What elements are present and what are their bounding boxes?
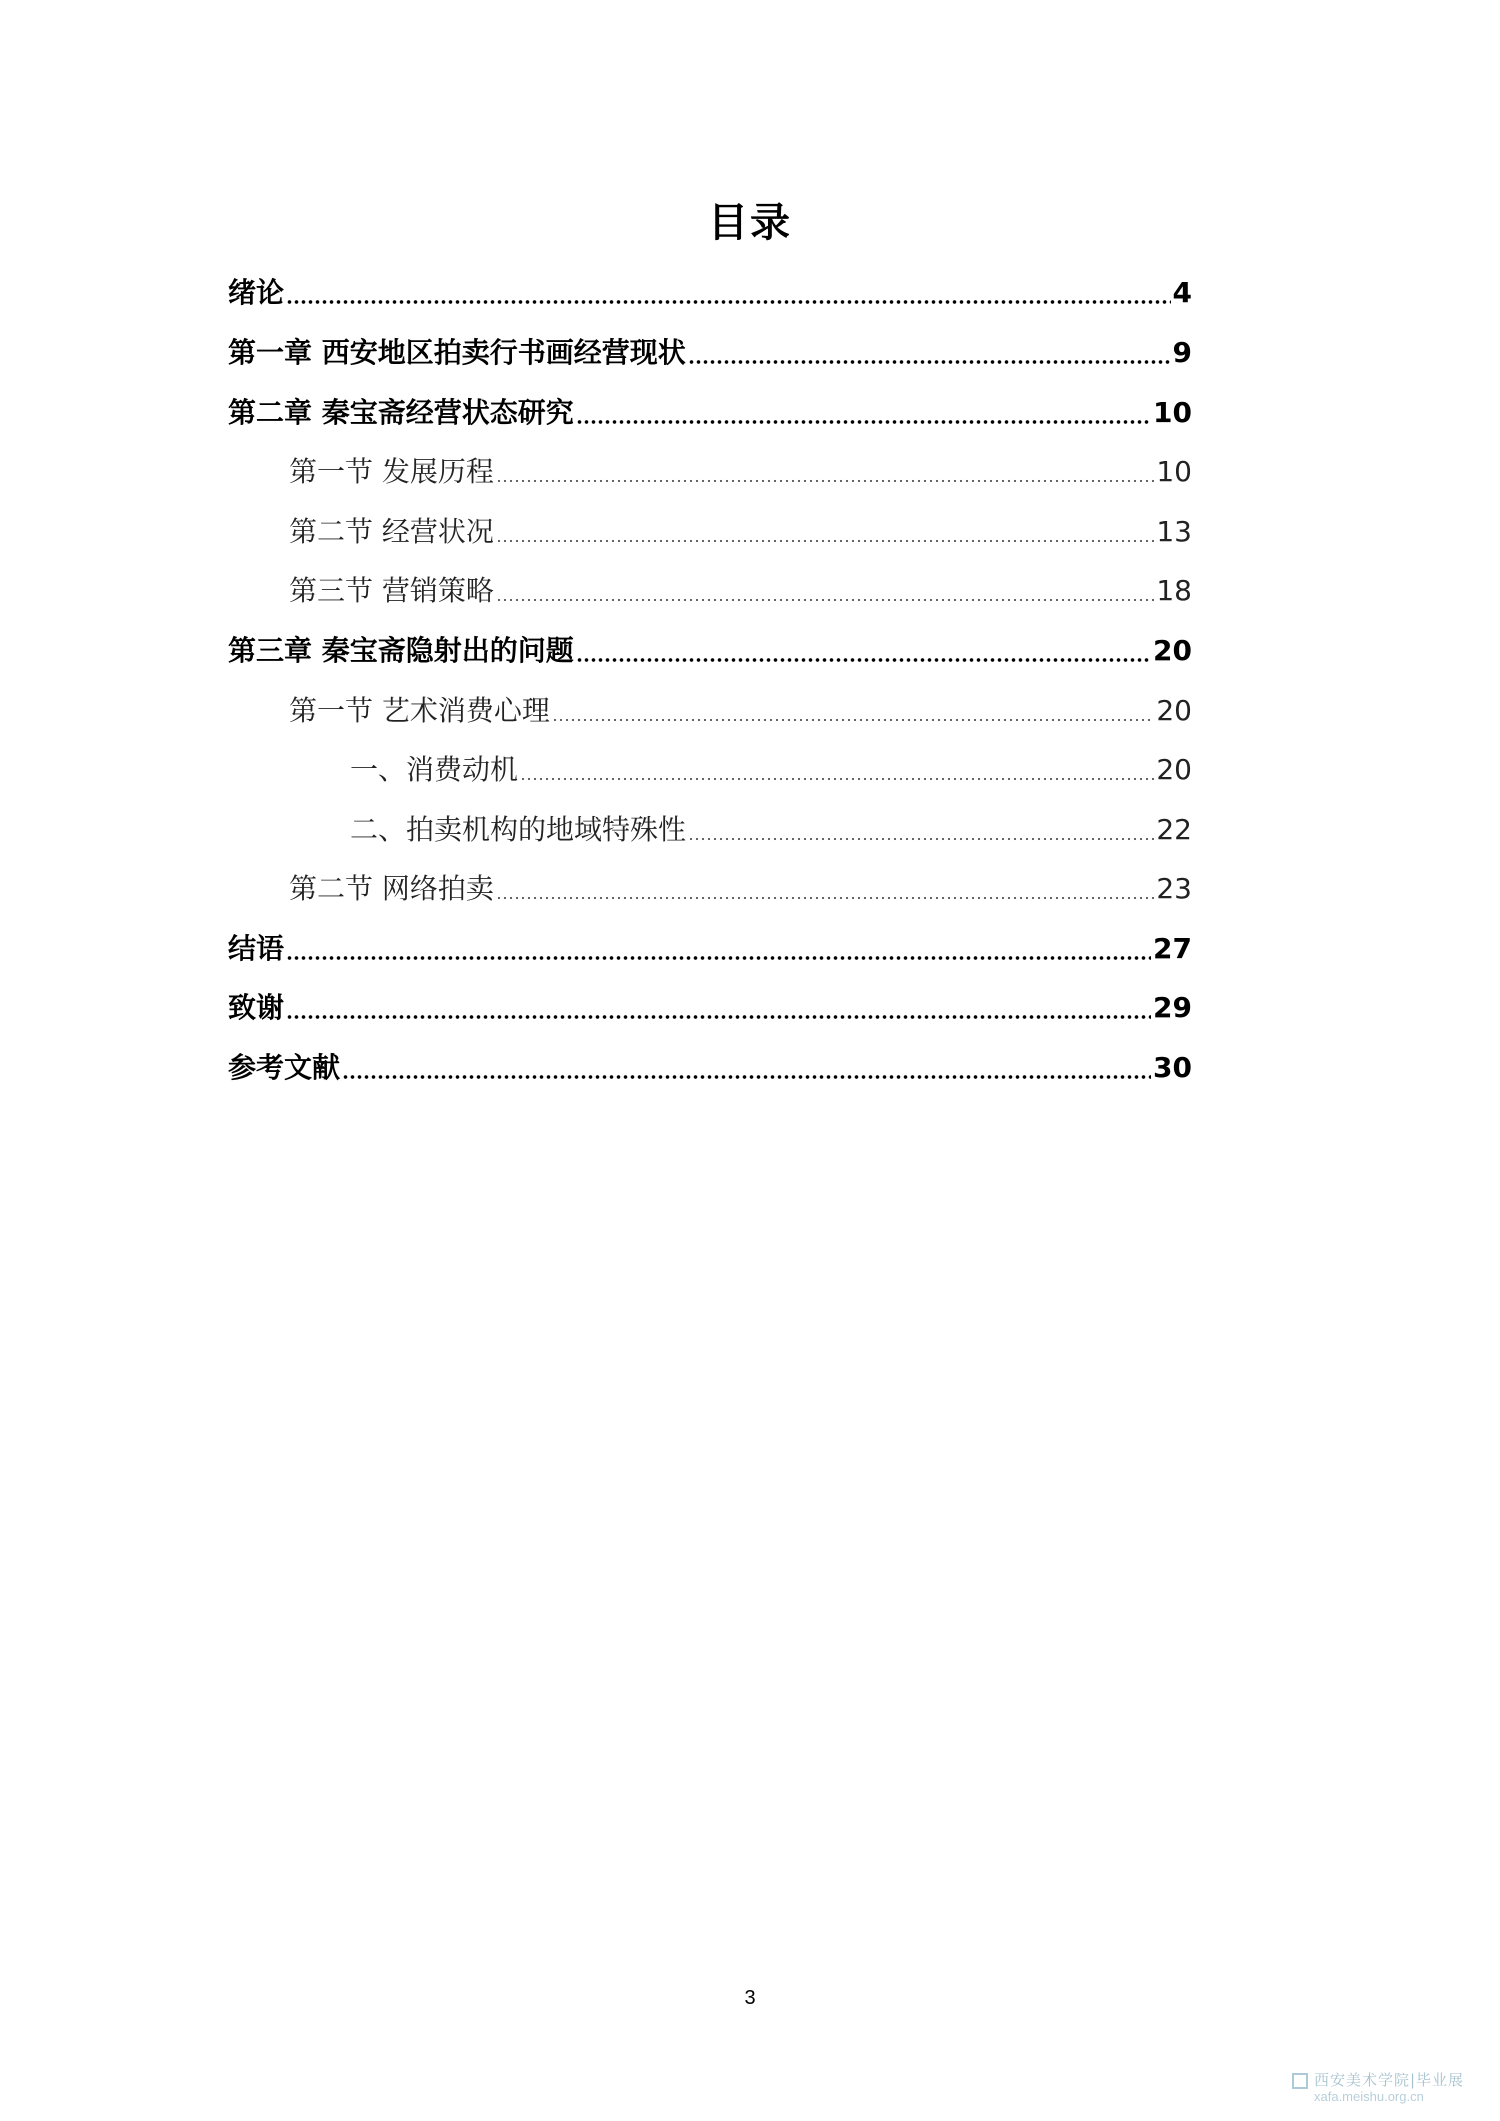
dot-leader: [286, 299, 1171, 305]
dot-leader: [688, 359, 1171, 365]
toc-title: 目录: [708, 200, 792, 246]
toc-entry-label: 二、拍卖机构的地域特殊性: [350, 813, 687, 846]
toc-entry-label: 第三节 营销策略: [289, 574, 494, 607]
toc-entry-label: 参考文献: [228, 1051, 341, 1084]
toc-entry-introduction[interactable]: [228, 271, 1192, 315]
toc-entry-chapter-2-section-1[interactable]: [289, 450, 1192, 494]
toc-entry-references[interactable]: [228, 1046, 1192, 1090]
toc-entry-acknowledgements[interactable]: [228, 986, 1192, 1030]
toc-entry-chapter-3[interactable]: [228, 629, 1192, 673]
toc-entry-chapter-3-section-1-item-1[interactable]: [350, 748, 1192, 792]
watermark-logo-icon: [1292, 2073, 1308, 2089]
toc-entry-chapter-2[interactable]: [228, 391, 1192, 435]
toc-entry-label: 致谢: [228, 991, 285, 1024]
toc-entry-label: 第一章 西安地区拍卖行书画经营现状: [228, 336, 686, 369]
toc-entry-label: 第一节 发展历程: [289, 455, 494, 488]
dot-leader: [576, 657, 1151, 663]
toc-entry-page: 20: [1153, 634, 1192, 667]
toc-entry-label: 一、消费动机: [350, 753, 519, 786]
toc-entry-page: 18: [1156, 574, 1192, 607]
toc-entry-label: 第二章 秦宝斋经营状态研究: [228, 396, 574, 429]
dot-leader: [496, 895, 1154, 901]
watermark: [1292, 2069, 1482, 2107]
toc-entry-page: 30: [1153, 1051, 1192, 1084]
dot-leader: [688, 836, 1154, 842]
toc-entry-page: 10: [1153, 396, 1192, 429]
toc-entry-label: 第二节 网络拍卖: [289, 872, 494, 905]
toc-entry-label: 第三章 秦宝斋隐射出的问题: [228, 634, 574, 667]
page-number: 3: [744, 1987, 756, 2009]
toc-entry-page: 9: [1172, 336, 1192, 369]
toc-entry-conclusion[interactable]: [228, 927, 1192, 971]
toc-entry-chapter-2-section-3[interactable]: [289, 569, 1192, 613]
dot-leader: [520, 776, 1154, 782]
dot-leader: [286, 1014, 1151, 1020]
toc-entry-page: 13: [1156, 515, 1192, 548]
toc-entry-chapter-3-section-1-item-2[interactable]: [350, 808, 1192, 852]
dot-leader: [286, 955, 1151, 961]
watermark-line-2: xafa.meishu.org.cn: [1314, 2089, 1424, 2104]
toc-entry-chapter-3-section-2[interactable]: [289, 867, 1192, 911]
toc-entry-page: 10: [1156, 455, 1192, 488]
watermark-line-1: 西安美术学院|毕业展: [1314, 2071, 1465, 2089]
toc-entry-page: 22: [1156, 813, 1192, 846]
dot-leader: [496, 597, 1154, 603]
toc-entry-page: 4: [1172, 276, 1192, 309]
toc-entry-chapter-3-section-1[interactable]: [289, 689, 1192, 733]
toc-entry-label: 第一节 艺术消费心理: [289, 694, 550, 727]
dot-leader: [342, 1074, 1151, 1080]
toc-entry-page: 29: [1153, 991, 1192, 1024]
toc-entry-page: 23: [1156, 872, 1192, 905]
dot-leader: [552, 717, 1154, 723]
toc-entry-chapter-2-section-2[interactable]: [289, 510, 1192, 554]
dot-leader: [496, 478, 1154, 484]
toc-entry-label: 结语: [228, 932, 285, 965]
dot-leader: [576, 419, 1151, 425]
dot-leader: [496, 538, 1154, 544]
toc-entry-label: 绪论: [228, 276, 285, 309]
toc-entry-chapter-1[interactable]: [228, 331, 1192, 375]
toc-entry-page: 27: [1153, 932, 1192, 965]
toc-entry-label: 第二节 经营状况: [289, 515, 494, 548]
toc-entry-page: 20: [1156, 753, 1192, 786]
toc-entry-page: 20: [1156, 694, 1192, 727]
